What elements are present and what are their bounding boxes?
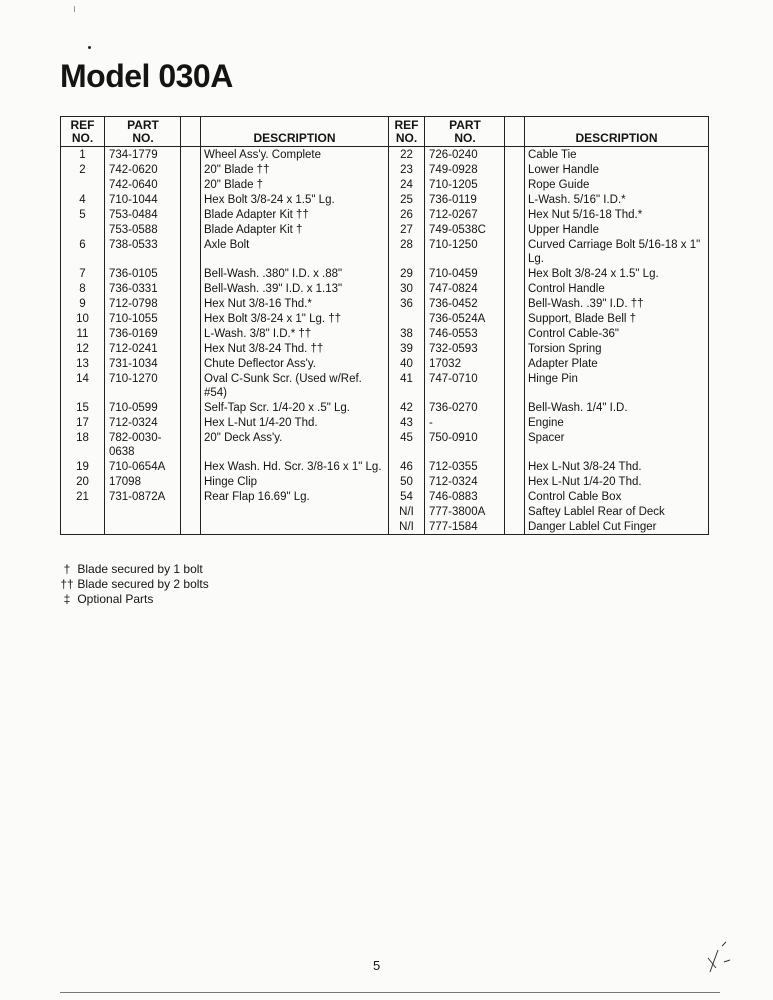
ref-no-cell: 6 [61, 237, 105, 266]
ref-no-cell: 36 [389, 296, 425, 311]
part-no-cell: 749-0928 [429, 163, 478, 176]
spacer-header-right [505, 117, 525, 147]
part-no-cell: 777-1584 [429, 520, 478, 533]
ref-no-cell: 24 [389, 177, 425, 192]
footnote-optional-parts [60, 592, 209, 607]
ref-no-cell: 23 [389, 162, 425, 177]
footnote-text: Optional Parts [77, 592, 154, 606]
part-no-cell: 712-0798 [109, 297, 158, 310]
spacer-cell [505, 474, 525, 489]
description-cell: L-Wash. 3/8" I.D.* †† [201, 326, 389, 341]
spacer-cell [505, 326, 525, 341]
table-row [61, 489, 709, 504]
ref-no-cell: 17 [61, 415, 105, 430]
description-header-left: DESCRIPTION [201, 117, 389, 147]
description-cell: Bell-Wash. 1/4" I.D. [528, 401, 628, 414]
spacer-cell [181, 311, 201, 326]
spacer-cell [181, 519, 201, 535]
part-no-cell: 736-0169 [109, 327, 158, 340]
description-cell: Curved Carriage Bolt 5/16-18 x 1" Lg. [528, 238, 701, 265]
spacer-cell [181, 162, 201, 177]
description-cell: Adapter Plate [528, 357, 598, 370]
ref-no-cell: 26 [389, 207, 425, 222]
ref-header-bottom: NO. [71, 131, 94, 145]
spacer-cell [505, 415, 525, 430]
table-row [61, 326, 709, 341]
ref-no-cell: 50 [389, 474, 425, 489]
spacer-cell [181, 207, 201, 222]
ref-no-cell [61, 177, 105, 192]
table-row [61, 222, 709, 237]
spacer-cell [505, 341, 525, 356]
spacer-cell [505, 459, 525, 474]
spacer-cell [181, 147, 201, 163]
part-no-cell: 777-3800A [429, 505, 486, 518]
scan-mark [74, 6, 75, 12]
description-cell: Bell-Wash. .39" I.D. x 1.13" [201, 281, 389, 296]
spacer-cell [181, 237, 201, 266]
spacer-cell [505, 177, 525, 192]
table-row [61, 474, 709, 489]
description-cell: Cable Tie [528, 148, 577, 161]
spacer-cell [505, 519, 525, 535]
table-row [61, 430, 709, 459]
page-number: 5 [373, 958, 381, 973]
spacer-cell [181, 326, 201, 341]
description-cell: Hinge Pin [528, 372, 578, 385]
ref-no-cell: 18 [61, 430, 105, 459]
part-no-cell: 742-0640 [109, 178, 158, 191]
part-header-bottom: NO. [132, 131, 154, 145]
description-cell: Oval C-Sunk Scr. (Used w/Ref. #54) [201, 371, 389, 400]
part-no-cell: 753-0484 [109, 208, 158, 221]
part-no-cell: 731-1034 [109, 357, 158, 370]
spacer-cell [181, 192, 201, 207]
ref-no-cell: 46 [389, 459, 425, 474]
spacer-cell [181, 489, 201, 504]
part-no-cell: 17098 [109, 475, 141, 488]
spacer-cell [181, 459, 201, 474]
page-title: Model 030A [60, 58, 233, 94]
description-cell: Rear Flap 16.69" Lg. [201, 489, 389, 504]
table-header-row [61, 117, 709, 147]
part-no-cell: 753-0588 [109, 223, 158, 236]
handwritten-mark [700, 936, 740, 976]
description-cell: Torsion Spring [528, 342, 602, 355]
spacer-cell [181, 504, 201, 519]
ref-header-top: REF [70, 118, 95, 132]
part-no-cell: 736-0452 [429, 297, 478, 310]
ref-no-cell: 20 [61, 474, 105, 489]
part-no-cell: 750-0910 [429, 431, 478, 444]
description-cell: Engine [528, 416, 564, 429]
part-no-cell: 710-1205 [429, 178, 478, 191]
part-no-cell: 736-0119 [429, 193, 477, 206]
description-cell: Bell-Wash. .39" I.D. †† [528, 297, 644, 310]
description-cell: Upper Handle [528, 223, 599, 236]
spacer-cell [505, 281, 525, 296]
part-no-header-right [425, 117, 505, 147]
description-cell: Hex Nut 3/8-24 Thd. †† [201, 341, 389, 356]
spacer-cell [505, 311, 525, 326]
part-no-cell: 746-0883 [429, 490, 478, 503]
description-cell: Danger Lablel Cut Finger [528, 520, 657, 533]
optional-symbol: ‡ [63, 592, 71, 606]
part-no-cell: 736-0524A [429, 312, 486, 325]
ref-no-cell: 4 [61, 192, 105, 207]
description-cell: Rope Guide [528, 178, 590, 191]
part-no-cell: 747-0824 [429, 282, 478, 295]
ref-no-header-left [61, 117, 105, 147]
description-cell: Hex Bolt 3/8-24 x 1.5" Lg. [201, 192, 389, 207]
description-header-right: DESCRIPTION [525, 117, 709, 147]
description-cell: Saftey Lablel Rear of Deck [528, 505, 665, 518]
part-no-cell: 746-0553 [429, 327, 478, 340]
part-no-cell: 749-0538C [429, 223, 486, 236]
table-row [61, 147, 709, 163]
ref-no-cell: 15 [61, 400, 105, 415]
ref-no-cell: 8 [61, 281, 105, 296]
table-row [61, 207, 709, 222]
ref-no-cell: 39 [389, 341, 425, 356]
table-row [61, 459, 709, 474]
ref-no-cell: 13 [61, 356, 105, 371]
footnote-single-bolt [60, 562, 209, 577]
part-no-cell: 710-0654A [109, 460, 166, 473]
parts-list-table [60, 116, 709, 535]
spacer-cell [181, 296, 201, 311]
part-no-cell: 710-1044 [109, 193, 158, 206]
description-cell: Chute Deflector Ass'y. [201, 356, 389, 371]
scan-dot [88, 46, 91, 49]
ref-no-cell: 7 [61, 266, 105, 281]
spacer-cell [505, 237, 525, 266]
description-cell: Blade Adapter Kit †† [201, 207, 389, 222]
table-row [61, 266, 709, 281]
footnotes [60, 562, 209, 607]
spacer-cell [505, 371, 525, 400]
part-no-cell: 710-0459 [429, 267, 478, 280]
spacer-cell [181, 356, 201, 371]
table-row [61, 296, 709, 311]
ref-no-cell: 19 [61, 459, 105, 474]
ref-no-cell: 54 [389, 489, 425, 504]
part-no-cell: 712-0267 [429, 208, 478, 221]
part-no-cell [105, 504, 181, 519]
part-no-cell: 731-0872A [109, 490, 166, 503]
spacer-cell [181, 415, 201, 430]
part-no-cell: 734-1779 [109, 148, 158, 161]
spacer-cell [181, 266, 201, 281]
description-cell: Bell-Wash. .380" I.D. x .88" [201, 266, 389, 281]
ref-no-cell: 43 [389, 415, 425, 430]
description-cell: 20" Blade † [201, 177, 389, 192]
part-header-top: PART [449, 118, 481, 132]
spacer-cell [505, 356, 525, 371]
table-row [61, 371, 709, 400]
part-no-header-left [105, 117, 181, 147]
description-cell: Control Cable-36" [528, 327, 620, 340]
ref-no-cell: 28 [389, 237, 425, 266]
spacer-cell [181, 474, 201, 489]
spacer-cell [181, 400, 201, 415]
ref-no-cell: 40 [389, 356, 425, 371]
spacer-cell [505, 296, 525, 311]
ref-no-cell [389, 311, 425, 326]
ref-no-cell: N/I [389, 504, 425, 519]
spacer-cell [505, 489, 525, 504]
table-row [61, 341, 709, 356]
part-no-cell: 782-0030-0638 [109, 431, 162, 458]
ref-no-cell: 12 [61, 341, 105, 356]
description-cell: L-Wash. 5/16" I.D.* [528, 193, 626, 206]
ref-header-bottom: NO. [395, 131, 418, 145]
part-no-cell: - [429, 416, 433, 429]
ref-no-cell [61, 504, 105, 519]
ref-no-cell: 14 [61, 371, 105, 400]
description-cell [201, 504, 389, 519]
double-dagger-symbol: †† [60, 577, 74, 591]
part-no-cell: 742-0620 [109, 163, 158, 176]
spacer-cell [505, 400, 525, 415]
parts-table-body [61, 147, 709, 535]
description-cell: 20" Blade †† [201, 162, 389, 177]
description-cell: Hex L-Nut 3/8-24 Thd. [528, 460, 642, 473]
ref-no-cell: 22 [389, 147, 425, 163]
table-row [61, 356, 709, 371]
ref-no-cell: 38 [389, 326, 425, 341]
description-cell: Control Cable Box [528, 490, 622, 503]
ref-no-cell: 11 [61, 326, 105, 341]
ref-no-cell: 1 [61, 147, 105, 163]
ref-no-cell: 45 [389, 430, 425, 459]
description-cell: Axle Bolt [201, 237, 389, 266]
spacer-cell [181, 371, 201, 400]
ref-no-cell: 9 [61, 296, 105, 311]
table-row [61, 162, 709, 177]
footnote-two-bolts [60, 577, 209, 592]
ref-no-cell: 42 [389, 400, 425, 415]
description-cell [201, 519, 389, 535]
description-cell: Wheel Ass'y. Complete [201, 147, 389, 163]
table-row [61, 519, 709, 535]
description-cell: 20" Deck Ass'y. [201, 430, 389, 459]
part-no-cell: 712-0241 [109, 342, 158, 355]
spacer-cell [181, 177, 201, 192]
table-row [61, 192, 709, 207]
part-no-cell: 710-1055 [109, 312, 158, 325]
spacer-cell [181, 341, 201, 356]
footnote-text: Blade secured by 1 bolt [77, 562, 203, 576]
ref-no-cell: 5 [61, 207, 105, 222]
ref-no-cell: 41 [389, 371, 425, 400]
ref-no-cell: 21 [61, 489, 105, 504]
description-cell: Hex Bolt 3/8-24 x 1.5" Lg. [528, 267, 659, 280]
spacer-cell [505, 504, 525, 519]
part-no-cell: 710-1270 [109, 372, 158, 385]
ref-no-cell: 29 [389, 266, 425, 281]
spacer-cell [505, 266, 525, 281]
description-cell: Spacer [528, 431, 565, 444]
ref-no-cell: 2 [61, 162, 105, 177]
ref-no-cell [61, 222, 105, 237]
description-cell: Hex Wash. Hd. Scr. 3/8-16 x 1" Lg. [201, 459, 389, 474]
part-no-cell [105, 519, 181, 535]
spacer-cell [505, 430, 525, 459]
ref-header-top: REF [394, 118, 419, 132]
part-no-cell: 736-0105 [109, 267, 158, 280]
description-cell: Control Handle [528, 282, 605, 295]
part-no-cell: 736-0270 [429, 401, 478, 414]
spacer-cell [181, 222, 201, 237]
part-no-cell: 712-0355 [429, 460, 478, 473]
ref-no-cell: 25 [389, 192, 425, 207]
spacer-cell [181, 281, 201, 296]
ref-no-cell: N/I [389, 519, 425, 535]
part-no-cell: 736-0331 [109, 282, 158, 295]
dagger-symbol: † [63, 562, 71, 576]
description-cell: Support, Blade Bell † [528, 312, 637, 325]
ref-no-cell: 10 [61, 311, 105, 326]
part-no-cell: 712-0324 [109, 416, 158, 429]
table-row [61, 237, 709, 266]
spacer-header-left [181, 117, 201, 147]
part-no-cell: 710-1250 [429, 238, 478, 251]
part-no-cell: 747-0710 [429, 372, 478, 385]
spacer-cell [505, 192, 525, 207]
table-row [61, 504, 709, 519]
part-no-cell: 726-0240 [429, 148, 478, 161]
table-row [61, 311, 709, 326]
page-bottom-rule [60, 992, 720, 993]
part-no-cell: 738-0533 [109, 238, 158, 251]
description-cell: Lower Handle [528, 163, 599, 176]
spacer-cell [505, 162, 525, 177]
description-cell: Self-Tap Scr. 1/4-20 x .5" Lg. [201, 400, 389, 415]
description-cell: Hex Nut 5/16-18 Thd.* [528, 208, 643, 221]
ref-no-cell: 27 [389, 222, 425, 237]
part-no-cell: 710-0599 [109, 401, 158, 414]
spacer-cell [181, 430, 201, 459]
part-header-bottom: NO. [454, 131, 476, 145]
part-no-cell: 712-0324 [429, 475, 478, 488]
description-cell: Hex L-Nut 1/4-20 Thd. [201, 415, 389, 430]
table-row [61, 177, 709, 192]
footnote-text: Blade secured by 2 bolts [77, 577, 209, 591]
ref-no-cell: 30 [389, 281, 425, 296]
part-no-cell: 732-0593 [429, 342, 478, 355]
spacer-cell [505, 207, 525, 222]
description-cell: Blade Adapter Kit † [201, 222, 389, 237]
table-row [61, 400, 709, 415]
part-no-cell: 17032 [429, 357, 461, 370]
description-cell: Hex Nut 3/8-16 Thd.* [201, 296, 389, 311]
description-cell: Hex L-Nut 1/4-20 Thd. [528, 475, 642, 488]
part-header-top: PART [127, 118, 159, 132]
description-cell: Hex Bolt 3/8-24 x 1" Lg. †† [201, 311, 389, 326]
table-row [61, 281, 709, 296]
table-row [61, 415, 709, 430]
ref-no-cell [61, 519, 105, 535]
spacer-cell [505, 222, 525, 237]
ref-no-header-right [389, 117, 425, 147]
spacer-cell [505, 147, 525, 163]
description-cell: Hinge Clip [201, 474, 389, 489]
